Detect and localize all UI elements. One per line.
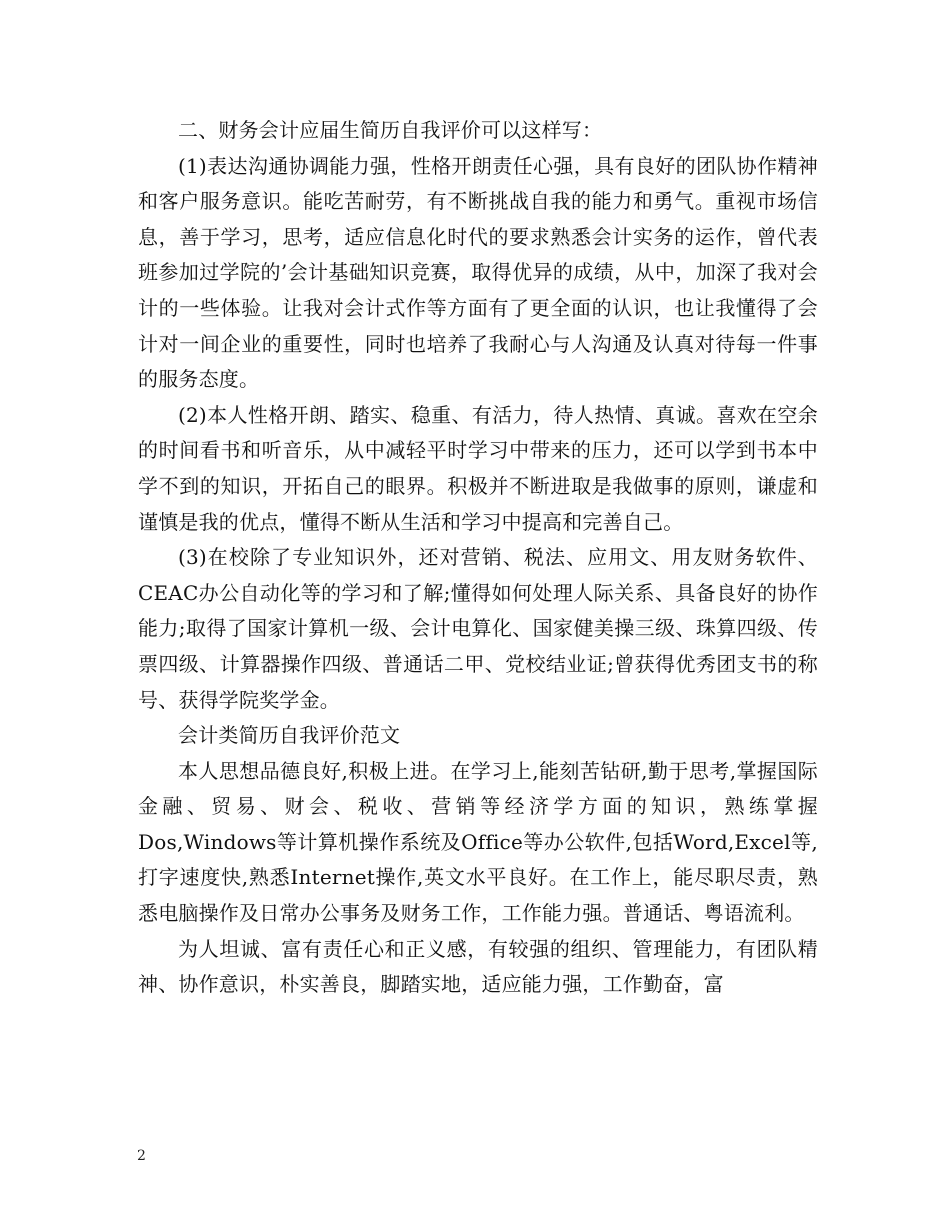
- paragraph-2: (2)本人性格开朗、踏实、稳重、有活力，待人热情、真诚。喜欢在空余的时间看书和听音乐，从中减轻平时学习中带来的压力，还可以学到书本中学不到的知识，开拓自己的眼界。积极并不断进取是我做事的原则，谦虚和谨慎是我的优点，懂得不断从生活和学习中提高和完善自己。: [138, 402, 818, 534]
- paragraph-5: 为人坦诚、富有责任心和正义感，有较强的组织、管理能力，有团队精神、协作意识，朴实善良，脚踏实地，适应能力强，工作勤奋，富: [138, 936, 818, 997]
- section-heading: 二、财务会计应届生简历自我评价可以这样写：: [178, 118, 603, 142]
- subsection-heading: 会计类简历自我评价范文: [178, 723, 401, 748]
- paragraph-3: (3)在校除了专业知识外，还对营销、税法、应用文、用友财务软件、CEAC办公自动化等的学习和了解;懂得如何处理人际关系、具备良好的协作能力;取得了国家计算机一级、会计电算化、国家健美操三级、珠算四级、传票四级、计算器操作四级、普通话二甲、党校结业证;曾获得优秀团支书的称号、获得学院奖学金。: [138, 545, 818, 712]
- page-number: 2: [137, 1148, 146, 1164]
- document-body: [138, 113, 818, 1003]
- paragraph-1: (1)表达沟通协调能力强，性格开朗责任心强，具有良好的团队协作精神和客户服务意识。能吃苦耐劳，有不断挑战自我的能力和勇气。重视市场信息，善于学习，思考，适应信息化时代的要求熟悉会计实务的运作，曾代表班参加过学院的’会计基础知识竞赛，取得优异的成绩，从中，加深了我对会计的一些体验。让我对会计式作等方面有了更全面的认识，也让我懂得了会计对一间企业的重要性，同时也培养了我耐心与人沟通及认真对待每一件事的服务态度。: [138, 153, 818, 392]
- paragraph-4: 本人思想品德良好,积极上进。在学习上,能刻苦钻研,勤于思考,掌握国际金融、贸易、财会、税收、营销等经济学方面的知识，熟练掌握Dos,Windows等计算机操作系统及Office等办公软件,包括Word,Excel等,打字速度快,熟悉Internet操作,英文水平良好。在工作上，能尽职尽责，熟悉电脑操作及日常办公事务及财务工作，工作能力强。普通话、粤语流利。: [138, 758, 818, 926]
